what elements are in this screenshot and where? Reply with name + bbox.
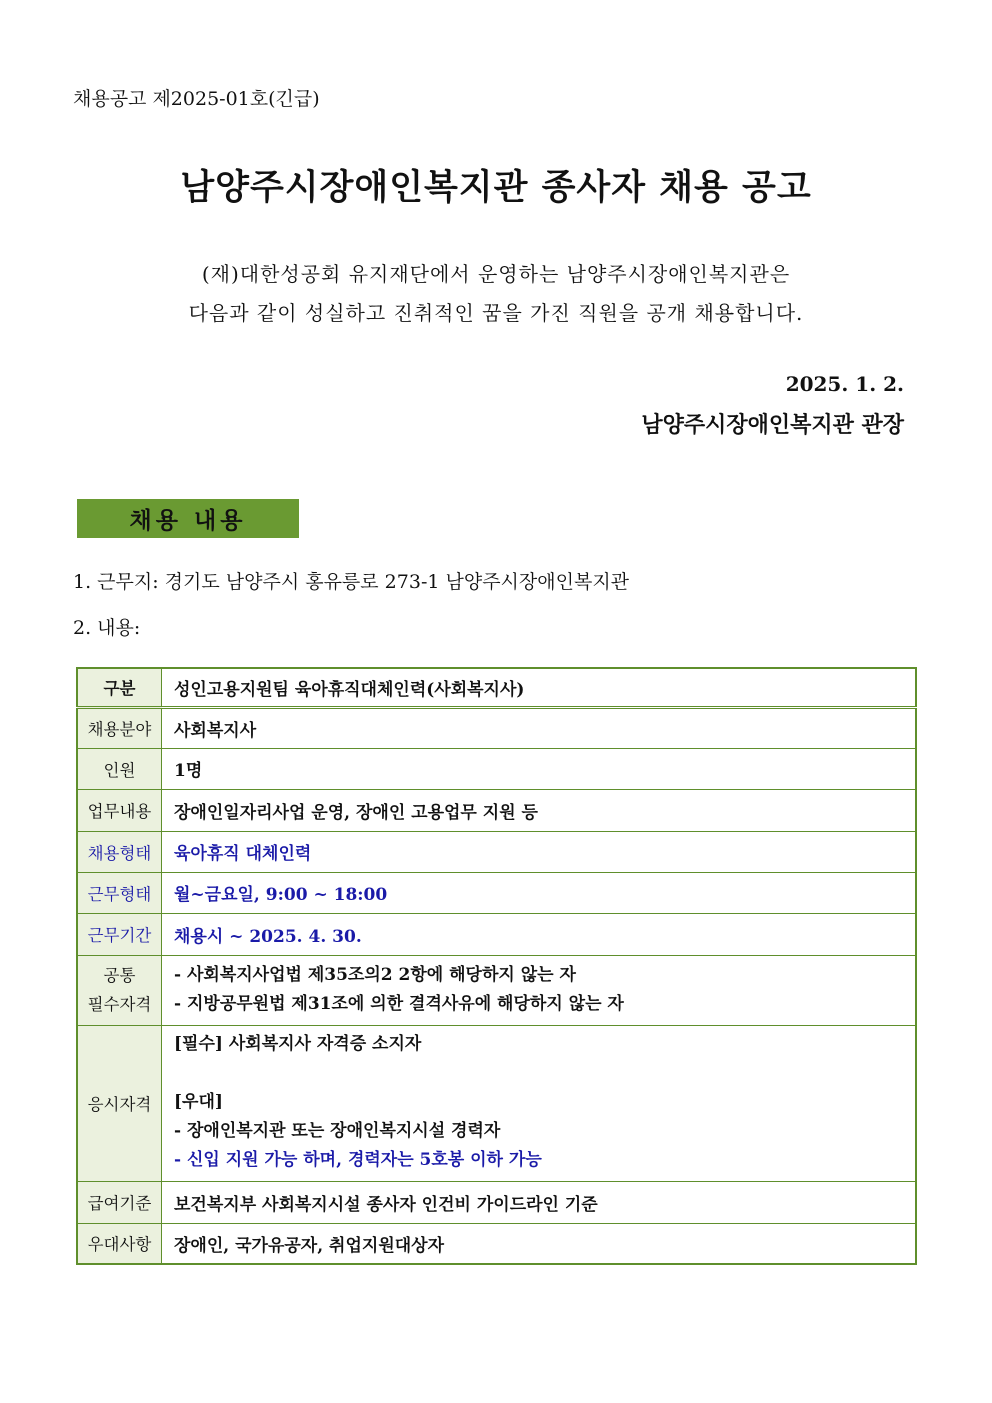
content-item: 2. 내용:	[73, 617, 141, 639]
preferred-heading: [우대]	[174, 1091, 223, 1112]
table-value: 장애인일자리사업 운영, 장애인 고용업무 지원 등	[162, 789, 917, 831]
table-row	[77, 1223, 916, 1264]
qualification-line: - 사회복지사업법 제35조의2 2항에 해당하지 않는 자	[174, 965, 576, 985]
table-value: 육아휴직 대체인력	[162, 831, 917, 872]
table-label	[77, 955, 162, 1025]
table-value: 월~금요일, 9:00 ~ 18:00	[162, 872, 917, 913]
intro-line-1: (재)대한성공회 유지재단에서 운영하는 남양주시장애인복지관은	[201, 262, 791, 286]
table-row	[77, 1025, 916, 1181]
table-label-line-1: 공통	[103, 966, 136, 985]
table-label: 채용형태	[77, 831, 162, 872]
table-label: 인원	[77, 748, 162, 789]
table-value: 성인고용지원팀 육아휴직대체인력(사회복지사)	[162, 668, 917, 707]
table-value: 1명	[162, 748, 917, 789]
table-label: 업무내용	[77, 789, 162, 831]
workplace-item: 1. 근무지: 경기도 남양주시 홍유릉로 273-1 남양주시장애인복지관	[73, 571, 630, 593]
table-value	[162, 1025, 917, 1181]
table-label: 근무기간	[77, 913, 162, 955]
intro-line-2: 다음과 같이 성실하고 진취적인 꿈을 가진 직원을 공개 채용합니다.	[188, 301, 804, 325]
table-value: 보건복지부 사회복지시설 종사자 인건비 가이드라인 기준	[162, 1181, 917, 1223]
section-heading-label: 채용 내용	[129, 507, 247, 534]
table-label: 우대사항	[77, 1223, 162, 1264]
page-title: 남양주시장애인복지관 종사자 채용 공고	[180, 167, 812, 208]
table-row	[77, 1181, 916, 1223]
table-row	[77, 707, 916, 748]
table-label: 응시자격	[77, 1025, 162, 1181]
table-row	[77, 955, 916, 1025]
table-row	[77, 913, 916, 955]
table-label: 채용분야	[77, 707, 162, 748]
table-label: 근무형태	[77, 872, 162, 913]
preferred-line: - 장애인복지관 또는 장애인복지시설 경력자	[174, 1120, 501, 1141]
table-row	[77, 872, 916, 913]
spacer	[174, 1059, 903, 1088]
table-header-row	[77, 668, 916, 707]
table-value	[162, 955, 917, 1025]
notice-number: 채용공고 제2025-01호(긴급)	[73, 88, 320, 110]
table-row	[77, 789, 916, 831]
table-value: 사회복지사	[162, 707, 917, 748]
required-qualification: [필수] 사회복지사 자격증 소지자	[174, 1033, 422, 1054]
preferred-line: - 신입 지원 가능 하며, 경력자는 5호봉 이하 가능	[174, 1149, 542, 1170]
table-label-line-2: 필수자격	[87, 995, 152, 1014]
section-heading	[77, 499, 299, 538]
table-label: 구분	[77, 668, 162, 707]
table-row	[77, 748, 916, 789]
issuer: 남양주시장애인복지관 관장	[641, 412, 904, 438]
notice-date: 2025. 1. 2.	[785, 372, 904, 396]
table-value: 채용시 ~ 2025. 4. 30.	[162, 913, 917, 955]
table-value: 장애인, 국가유공자, 취업지원대상자	[162, 1223, 917, 1264]
table-row	[77, 831, 916, 872]
recruitment-table	[76, 667, 917, 1265]
table-label: 급여기준	[77, 1181, 162, 1223]
qualification-line: - 지방공무원법 제31조에 의한 결격사유에 해당하지 않는 자	[174, 994, 624, 1014]
